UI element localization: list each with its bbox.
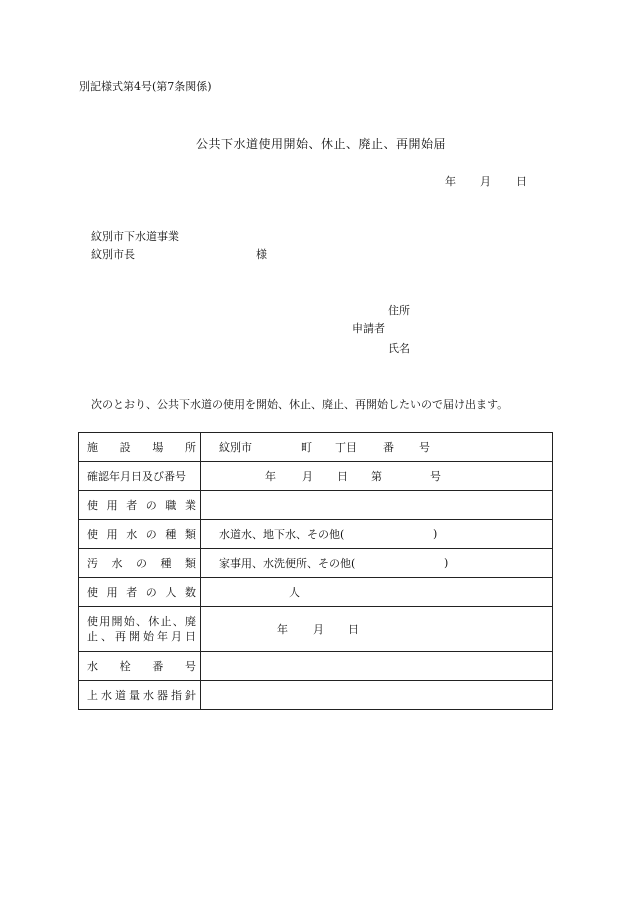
table-row [79, 578, 553, 607]
label-char: 番 [152, 660, 164, 673]
label-char: 止 [87, 630, 98, 643]
label-char: 用 [106, 499, 118, 512]
label-char: の [145, 528, 157, 541]
label-char: 場 [152, 441, 164, 454]
label-char: 施 [87, 441, 98, 454]
user-occupation-field[interactable] [201, 491, 553, 520]
label-char: 使 [87, 615, 98, 628]
go-label: 号 [430, 470, 441, 483]
label-char: 休 [148, 615, 160, 628]
document-title: 公共下水道使用開始、休止、廃止、再開始届 [196, 137, 447, 151]
row-label-user-count [79, 578, 201, 607]
recipient-organization: 紋別市下水道事業 [91, 230, 179, 243]
label-char: 使 [87, 499, 98, 512]
label-char: 廃 [185, 615, 196, 628]
label-char: 所 [184, 441, 196, 454]
label-char: 者 [126, 586, 138, 599]
month-label: 月 [302, 470, 313, 483]
label-char: 業 [184, 499, 196, 512]
label-char: 号 [184, 660, 196, 673]
label-char: 種 [160, 557, 172, 570]
label-char: 再 [115, 630, 126, 643]
row-label-user-occupation [79, 491, 201, 520]
year-label: 年 [265, 470, 276, 483]
city-label: 紋別市 [219, 441, 252, 454]
water-type-options: 水道水、地下水、その他( [219, 528, 345, 541]
label-char: 、 [136, 615, 147, 628]
applicant-name-label: 氏名 [388, 342, 410, 355]
water-type-field[interactable] [201, 520, 553, 549]
recipient-honorific: 様 [256, 248, 267, 261]
meter-reading-field[interactable] [201, 681, 553, 710]
label-char: 器 [157, 689, 168, 702]
table-row [79, 652, 553, 681]
applicant-address-label: 住所 [388, 304, 410, 317]
row-label-facility-location [79, 433, 201, 462]
table-row [79, 681, 553, 710]
date-month-label: 月 [480, 175, 491, 188]
label-char: 水 [126, 528, 138, 541]
label-char: 上 [87, 689, 98, 702]
label-char: 使 [87, 586, 98, 599]
table-row [79, 462, 553, 491]
label-char: 用 [106, 586, 118, 599]
label-char: の [136, 557, 147, 570]
table-row [79, 433, 553, 462]
usage-change-date-field[interactable] [201, 607, 553, 652]
label-char: 水 [143, 689, 154, 702]
label-char: 道 [115, 689, 126, 702]
row-label-confirmation-date-number [79, 462, 201, 491]
label-char: の [145, 586, 157, 599]
user-count-field[interactable] [201, 578, 553, 607]
label-char: 種 [165, 528, 177, 541]
label-char: 用 [106, 528, 118, 541]
label-char: 、 [172, 615, 184, 628]
month-label: 月 [313, 623, 324, 636]
go-label: 号 [419, 441, 430, 454]
label-char: 指 [171, 689, 182, 702]
label-char: 者 [126, 499, 138, 512]
statement-text: 次のとおり、公共下水道の使用を開始、休止、廃止、再開始したいので届け出ます。 [91, 398, 509, 411]
label-char: 栓 [119, 660, 131, 673]
application-table [78, 432, 553, 710]
label-char: 用 [99, 615, 111, 628]
label-char: 職 [165, 499, 177, 512]
table-row [79, 607, 553, 652]
row-label-meter-reading [79, 681, 201, 710]
person-unit-label: 人 [289, 586, 300, 599]
wastewater-type-options: 家事用、水洗便所、その他( [219, 557, 356, 570]
close-paren: ) [433, 527, 438, 541]
table-row [79, 491, 553, 520]
label-char: 開 [129, 630, 140, 643]
label-char: 日 [185, 630, 196, 643]
confirmation-date-number-field[interactable] [201, 462, 553, 491]
label-char: 類 [185, 557, 196, 570]
label-char: 使 [87, 528, 98, 541]
table-row [79, 520, 553, 549]
label-text: 確認年月日及び番号 [87, 470, 186, 483]
date-year-label: 年 [445, 175, 456, 188]
row-label-usage-change-date [79, 607, 201, 652]
label-char: 汚 [87, 557, 98, 570]
label-char: 年 [157, 630, 168, 643]
label-char: 始 [123, 615, 135, 628]
label-char: 量 [129, 689, 140, 702]
label-char: 月 [171, 630, 182, 643]
chome-label: 丁目 [335, 441, 357, 454]
facility-location-field[interactable] [201, 433, 553, 462]
recipient-mayor: 紋別市長 [91, 248, 135, 261]
label-char: 止 [160, 615, 172, 628]
ban-label: 番 [383, 441, 394, 454]
wastewater-type-field[interactable] [201, 549, 553, 578]
form-number: 別記様式第4号(第7条関係) [79, 80, 212, 93]
applicant-label: 申請者 [352, 322, 385, 335]
label-char: 類 [184, 528, 196, 541]
label-char: 始 [143, 630, 154, 643]
faucet-number-field[interactable] [201, 652, 553, 681]
town-label: 町 [301, 441, 312, 454]
day-label: 日 [337, 470, 348, 483]
row-label-faucet-number [79, 652, 201, 681]
label-char: 設 [119, 441, 131, 454]
label-char: 数 [184, 586, 196, 599]
label-char: 水 [101, 689, 112, 702]
table-row [79, 549, 553, 578]
year-label: 年 [277, 623, 288, 636]
label-char: 水 [111, 557, 123, 570]
row-label-water-type [79, 520, 201, 549]
day-label: 日 [348, 623, 359, 636]
label-char: 水 [87, 660, 98, 673]
close-paren: ) [444, 556, 449, 570]
dai-label: 第 [371, 470, 382, 483]
label-char: 針 [185, 689, 196, 702]
label-char: 開 [111, 615, 123, 628]
label-char: 、 [101, 630, 112, 643]
label-char: の [145, 499, 157, 512]
label-char: 人 [165, 586, 177, 599]
row-label-wastewater-type [79, 549, 201, 578]
date-day-label: 日 [516, 175, 527, 188]
